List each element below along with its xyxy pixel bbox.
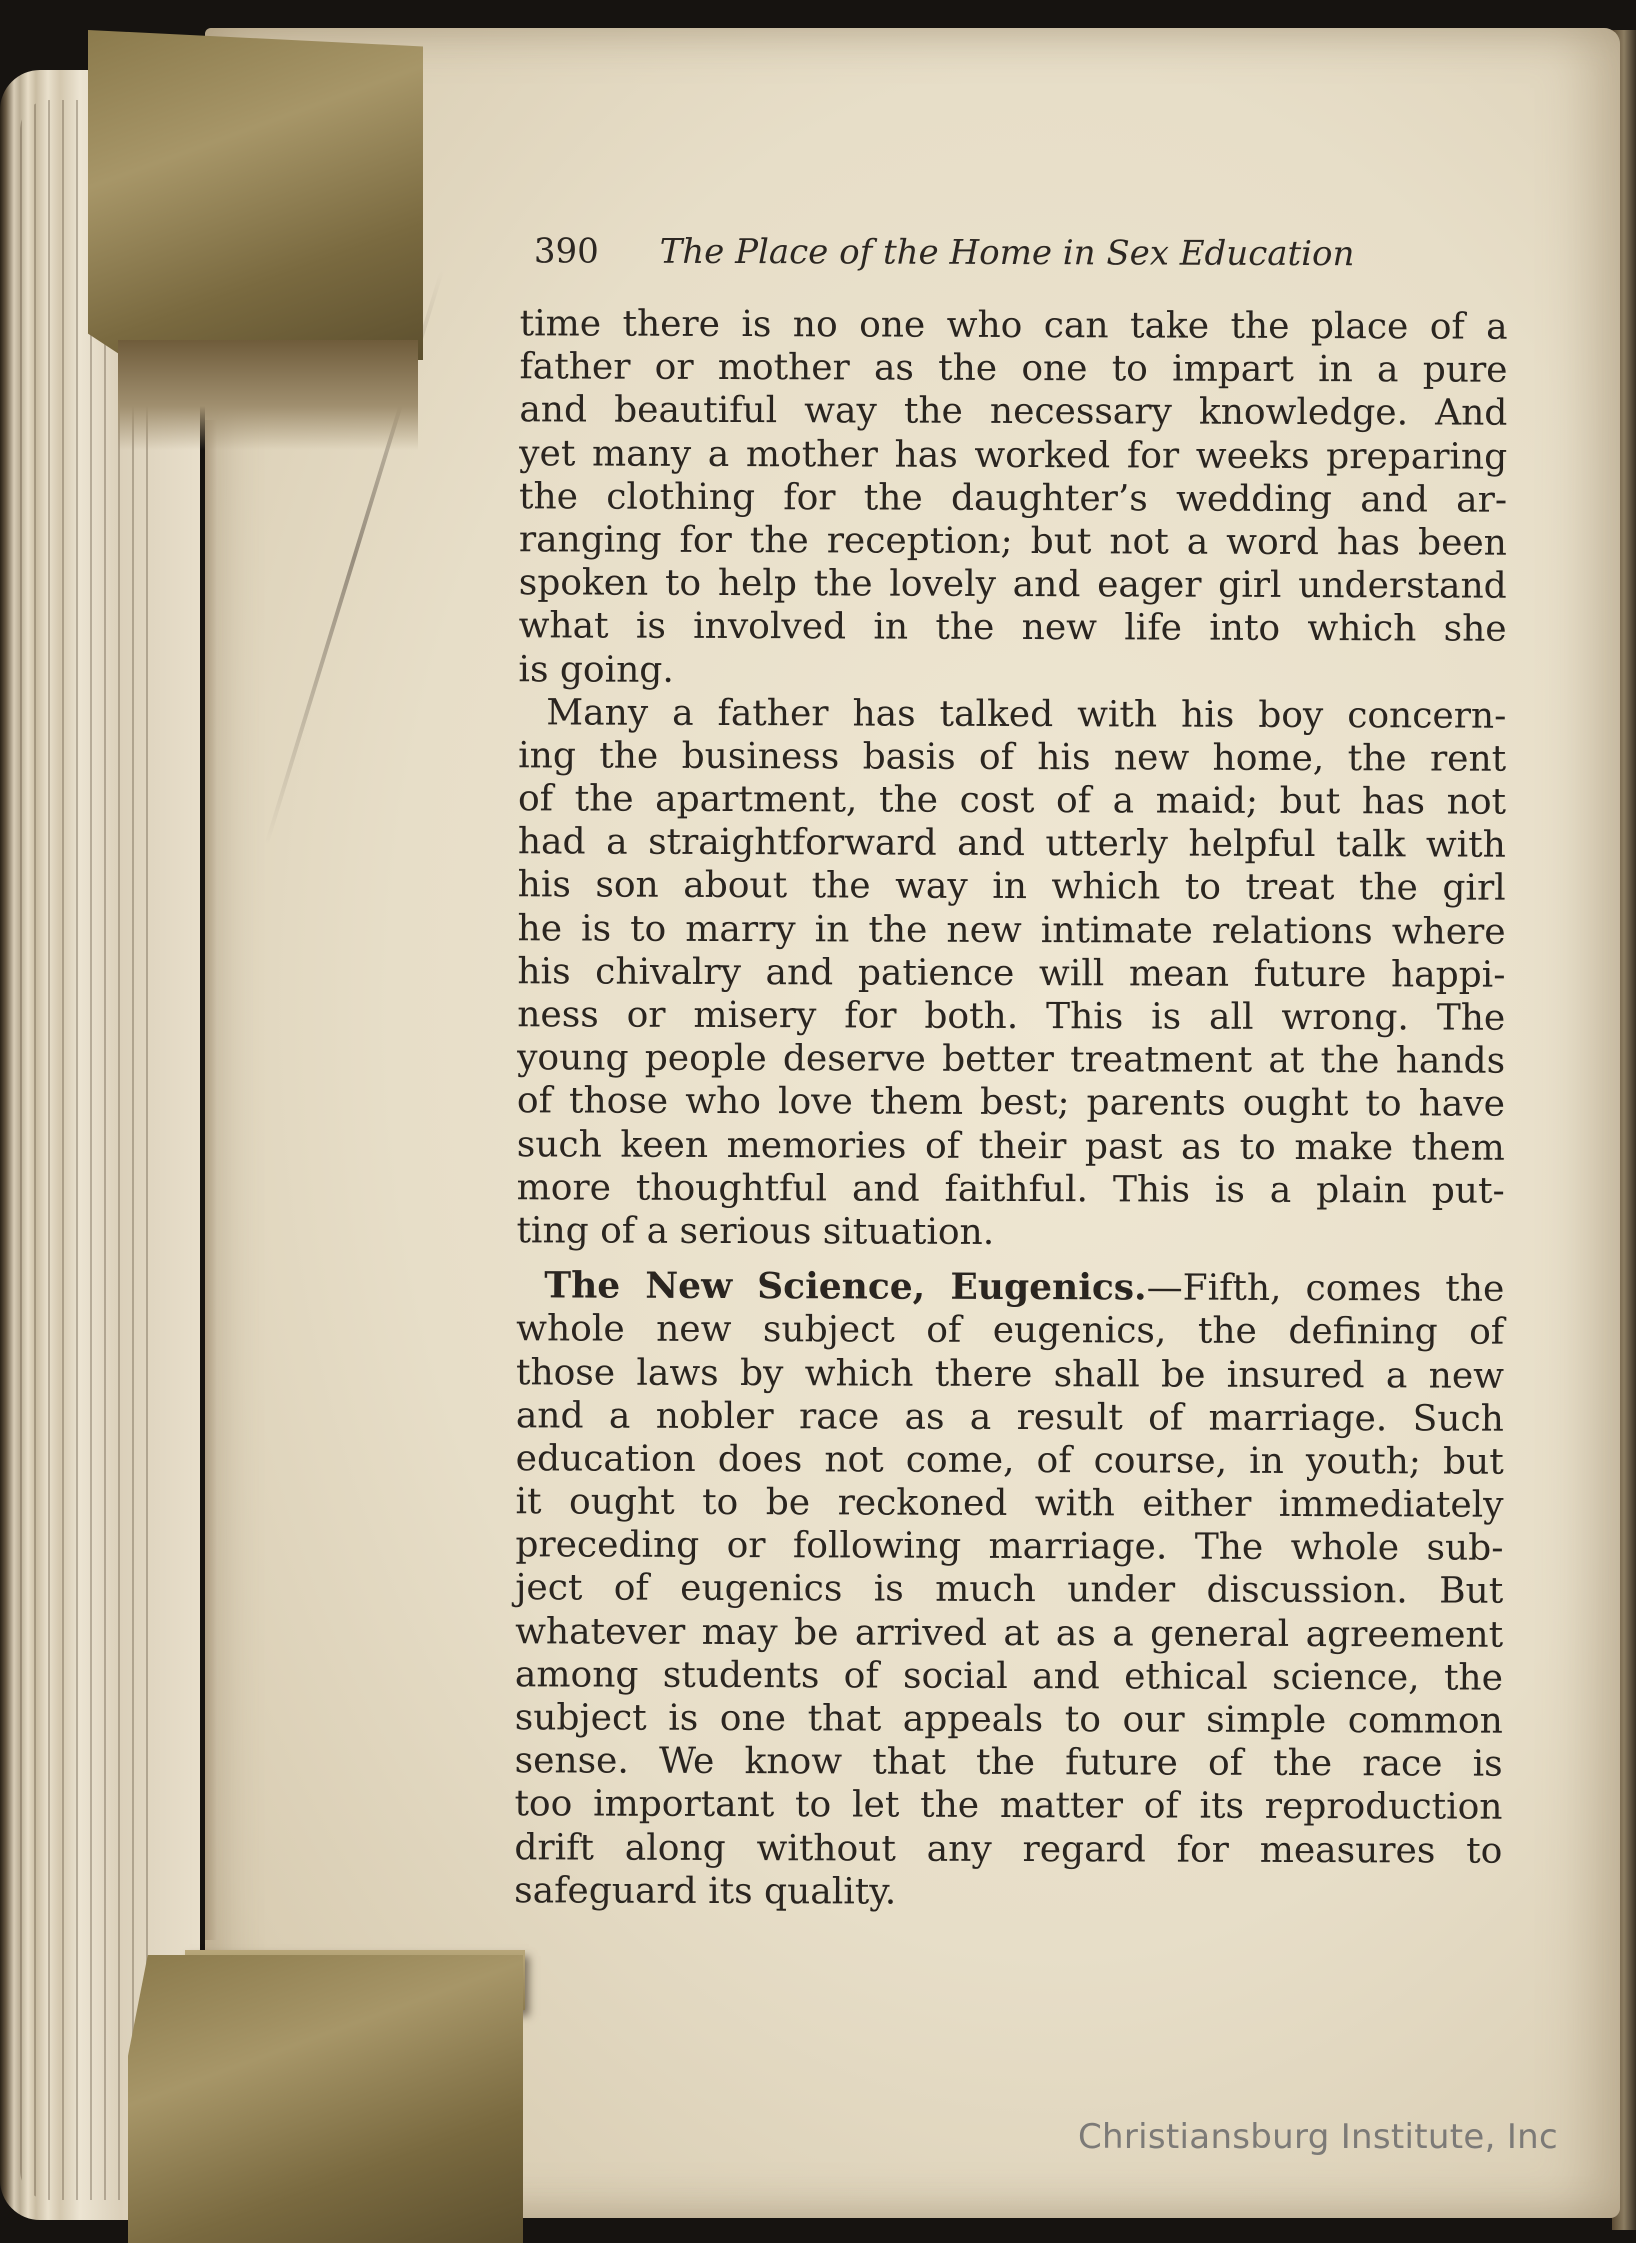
text-line: preceding or following marriage. The whole sub- [515, 1524, 1504, 1569]
text-line: ting of a serious situation. [516, 1210, 995, 1253]
text-line: yet many a mother has worked for weeks preparing [519, 432, 1508, 478]
text-line: time there is no one who can take the place of a [519, 303, 1508, 348]
text-line: such keen memories of their past as to make them [516, 1123, 1505, 1169]
photo-corner-bottom [128, 1955, 523, 2243]
text-line-segment: —Fifth, comes the [1146, 1267, 1505, 1310]
photo-corner-top-shadow [118, 340, 418, 450]
text-line: more thoughtful and faithful. This is a plain put- [516, 1167, 1505, 1212]
paragraph [518, 302, 1507, 694]
text-line: Many a father has talked with his boy concern- [546, 692, 1507, 737]
text-line: ness or misery for both. This is all wrong. The [517, 994, 1506, 1039]
text-line: whole new subject of eugenics, the defining of [516, 1308, 1505, 1354]
text-line: drift along without any regard for measures to [514, 1826, 1503, 1872]
text-line: is going. [518, 648, 674, 691]
text-line: and a nobler race as a result of marriage. Such [515, 1394, 1504, 1440]
text-line: had a straightforward and utterly helpful talk with [517, 821, 1506, 866]
photo-corner-top [88, 30, 423, 360]
paragraph-heading-line [516, 1264, 1504, 1311]
text-line: young people deserve better treatment at the hands [517, 1037, 1506, 1082]
paragraph [516, 691, 1506, 1256]
text-line: the clothing for the daughter’s wedding and ar- [519, 476, 1508, 521]
page-number: 390 [533, 231, 599, 272]
text-line: safeguard its quality. [514, 1870, 897, 1913]
running-head [534, 230, 1434, 276]
text-line: spoken to help the lovely and eager girl understand [518, 562, 1507, 607]
text-line: education does not come, of course, in youth; but [515, 1438, 1504, 1483]
text-line: of those who love them best; parents ought to have [516, 1080, 1506, 1126]
text-line: it ought to be reckoned with either immediately [515, 1481, 1504, 1526]
text-line: among students of social and ethical science, the [514, 1654, 1504, 1699]
text-line: of the apartment, the cost of a maid; but has not [517, 778, 1507, 823]
text-line: what is involved in the new life into which she [518, 605, 1507, 651]
text-line: whatever may be arrived at as a general agreement [515, 1610, 1504, 1656]
text-line: ject of eugenics is much under discussion. But [515, 1567, 1504, 1613]
paragraph [514, 1264, 1504, 1915]
text-line: father or mother as the one to impart in a pure [519, 346, 1508, 391]
text-line: his son about the way in which to treat the girl [517, 864, 1506, 910]
text-line: sense. We know that the future of the race is [514, 1740, 1503, 1785]
text-line: ing the business basis of his new home, the rent [518, 735, 1507, 780]
text-line: ranging for the reception; but not a word has been [518, 519, 1507, 564]
text-line: his chivalry and patience will mean future happi- [517, 951, 1506, 996]
text-line: and beautiful way the necessary knowledge. And [519, 389, 1508, 435]
body-text [514, 302, 1508, 1915]
watermark: Christiansburg Institute, Inc [1078, 2117, 1558, 2157]
text-line: too important to let the matter of its reproduction [514, 1783, 1503, 1829]
text-line: subject is one that appeals to our simple common [514, 1697, 1503, 1742]
spine-crease [205, 420, 217, 1940]
running-title: The Place of the Home in Sex Education [659, 231, 1355, 275]
text-line: those laws by which there shall be insured a new [515, 1351, 1505, 1397]
text-line: he is to marry in the new intimate relations where [517, 907, 1506, 953]
section-heading: The New Science, Eugenics. [544, 1264, 1147, 1309]
